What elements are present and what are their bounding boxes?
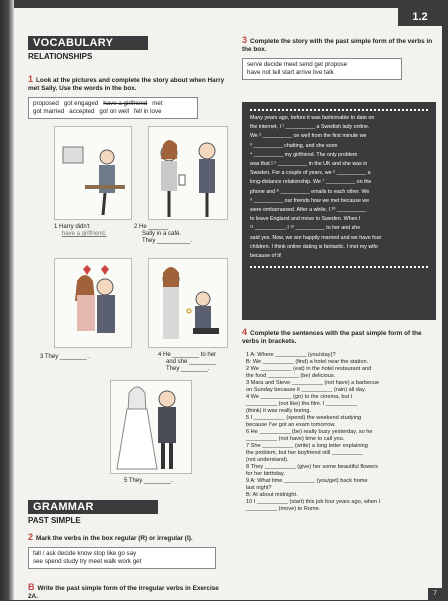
picture-5-wedding [110,380,192,474]
exercise-4-sentence: 3 Mara and Steve __________ (not have) a barbecue [246,380,380,386]
exercise-1-instruction: 1 Look at the pictures and complete the story about when Harry met Sally. Use the words in the box. [28,74,225,92]
story-line: ¹¹ __________, I ¹² __________ to her and she [250,225,361,232]
exercise-4-sentence: 4 We __________ (go) to the cinema, but I [246,394,353,400]
past-simple-subheading: PAST SIMPLE [28,516,81,525]
exercise-4-sentence: (think) it was really boring. [246,408,311,414]
exercise-4-sentence: 8 They __________ (give) her some beautiful flowers [246,464,379,470]
workbook-page [14,8,442,600]
story-line: Many years ago, before it was fashionable to date on [250,115,375,121]
exercise-4-sentence: last night? [246,485,272,491]
exercise-3-section [242,36,438,80]
story-line: the internet, I ¹ __________ a Swedish lady online. [250,124,370,131]
picture-1-harry-alone [54,126,132,220]
story-line: was that I ⁵ __________ in the UK and she was in [250,161,368,168]
relationships-subheading: RELATIONSHIPS [28,52,93,61]
exercise-4-sentence: the food __________ (be) delicious. [246,373,336,379]
story-line: to leave England and move to Sweden. When I [250,216,361,223]
left-column [28,36,228,119]
story-dotted-bottom [250,263,428,268]
story-line: phone and ⁸ __________ emails to each other. We [250,188,370,195]
exercise-4-sentence: __________ (not have) time to call you. [246,436,345,442]
story-line: were embarrassed. After a while, I ¹⁰ __________ [250,207,367,214]
exercise-4-sentence: 2 We __________ (eat) in the hotel restaurant and [246,366,372,372]
exercise-4-sentence: the problem, but her boyfriend still __________ [246,450,363,456]
exercise-4-sentence: 7 She __________ (write) a long letter explaining [246,443,368,449]
caption-4: 4 He ________ to her and she ________ They ________. [158,352,217,372]
exercise-4-sentence: 5 I __________ (spend) the weekend studying [246,415,362,421]
exercise-2a-instruction: 2 Mark the verbs in the box regular (R) or irregular (I). [28,532,193,542]
exercise-4-section [242,328,438,346]
exercise-4-sentence: B: At about midnight. [246,492,298,498]
exercise-4-sentence: 1 A: Where __________ (you/stay)? [246,352,336,358]
exercise-4-sentence: (not understand). [246,457,289,463]
story-line: because of it! [250,253,282,260]
exercise-4-sentence: B: We __________ (find) a hotel near the station. [246,359,369,365]
story-line: Sweden. For a couple of years, we ⁶ __________ a [250,170,371,177]
unit-tab: 1.2 [398,8,442,26]
caption-5: 5 They ________. [124,478,173,484]
picture-3-in-love [54,258,132,348]
exercise-4-sentence: 6 He __________ (be) really busy yesterday, so he [246,429,373,435]
exercise-3-instruction: 3 Complete the story with the past simple form of the verbs in the box. [242,35,433,53]
exercise-2b-instruction: B Write the past simple form of the irregular verbs in Exercise 2A. [28,582,219,600]
exercise-3-word-box: serve decide meet send get propose have not tell start arrive live talk [242,58,402,80]
story-line: ⁹ __________ our friends how we met because we [250,197,370,204]
vocabulary-heading: VOCABULARY [28,36,148,50]
story-dotted-top [250,106,428,111]
book-spine [0,0,14,600]
couple-cafe-icon [149,127,227,219]
picture-2-cafe [148,126,228,220]
exercise-4-instruction: 4 Complete the sentences with the past simple form of the verbs in brackets. [242,327,422,345]
man-reading-icon [55,127,131,219]
exercise-1-word-box: proposed got engaged have a girlfriend met got married accepted got on well fell in love [28,97,198,119]
grammar-heading: GRAMMAR [28,500,158,514]
wedding-couple-icon [111,381,191,473]
grammar-section [28,500,228,601]
exercise-4-sentence: on Sunday because it __________ (rain) all day. [246,387,366,393]
exercise-2a-word-box: fall / ask decide know stop like go say see spend study try meet walk work get [28,547,216,569]
proposal-kneel-icon [149,259,227,347]
couple-hearts-icon [55,259,131,347]
exercise-4-sentence: __________ (move) to Rome. [246,506,321,512]
story-line: children. I think online dating is fantastic. I met my wife [250,243,378,250]
exercise-4-sentences [246,352,438,513]
caption-3: 3 They ________ . [40,354,90,360]
caption-2: 2 He ______ Sally in a café. They __________. [134,224,193,244]
picture-4-proposal [148,258,228,348]
caption-1: 1 Harry didn't have a girlfriend. [54,224,107,237]
exercise-4-sentence: 10 I __________ (start) this job four years ago, when I [246,499,381,505]
page-number: 7 [428,588,442,600]
story-text [250,114,428,261]
story-line: We ² __________ on well from the first minute we [250,133,367,140]
exercise-4-sentence: __________ (not like) the film. I __________ [246,401,358,407]
exercise-4-sentence: 9 A: What time __________ (you/get) back home [246,478,368,484]
story-box [242,102,436,320]
exercise-4-sentence: for her birthday. [246,471,285,477]
story-line: long-distance relationship. We ⁷ __________ on the [250,179,372,186]
story-line: ⁴ __________ my girlfriend. The only problem [250,151,358,158]
exercise-4-sentence: because I've got an exam tomorrow. [246,422,336,428]
story-line: said yes. Now, we are happily married and we have four [250,234,382,241]
story-line: ³ __________ chatting, and she soon [250,142,338,149]
